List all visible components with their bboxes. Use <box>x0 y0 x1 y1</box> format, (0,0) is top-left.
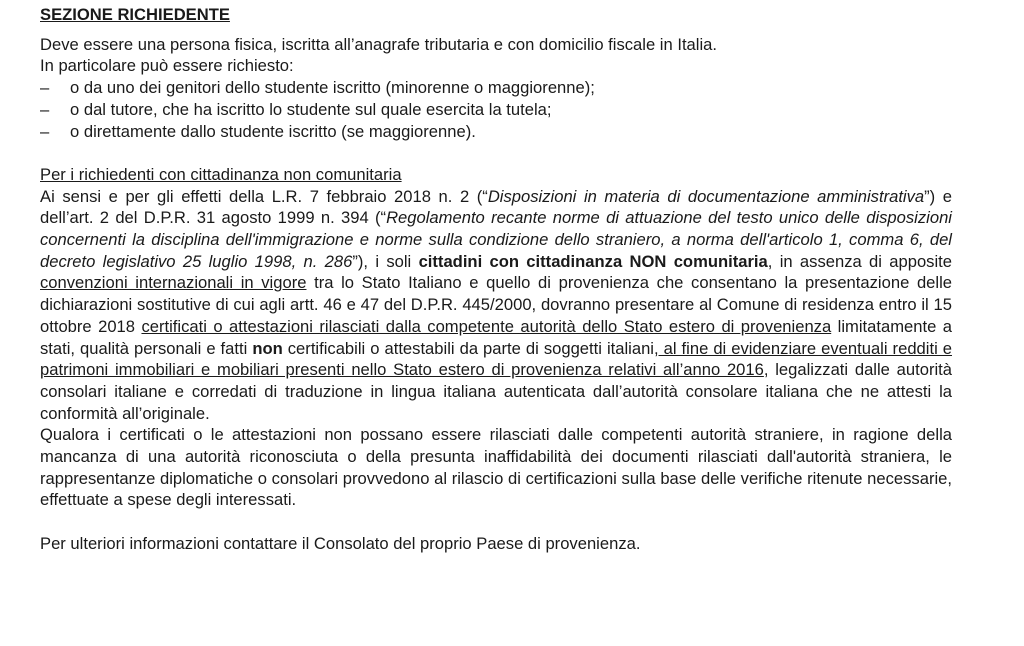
text-run: limitatamente a stati, qualità personali e fatti <box>40 316 952 358</box>
text-run: , legalizzati dalle autorità consolari italiane e corredati di traduzione in lingua italiana autenticata dall’autorità consolare italiana che ne attesti la conformità all’originale. <box>40 360 953 423</box>
list-item-text: o dal tutore, che ha iscritto lo studente sul quale esercita la tutela; <box>70 99 552 119</box>
section-title: SEZIONE RICHIEDENTE <box>40 5 230 24</box>
underlined-text: , al fine di evidenziare eventuali redditi e patrimoni immobiliari e mobiliari presenti nello Stato estero di provenienza relativi all’anno 2016 <box>40 338 952 380</box>
document-page <box>40 4 952 555</box>
footer-note: Per ulteriori informazioni contattare il Consolato del proprio Paese di provenienza. <box>40 533 641 553</box>
italic-citation: Regolamento recante norme di attuazione del testo unico delle disposizioni concernenti la disciplina dell'immigrazione e norme sulla condizione dello straniero, a norma dell'articolo 1, comma 6, del decreto legislativo 25 luglio 1998, n. 286 <box>40 208 952 271</box>
intro-line-2: In particolare può essere richiesto: <box>40 56 294 76</box>
spacer <box>40 142 952 164</box>
intro-line-1: Deve essere una persona fisica, iscritta all’anagrafe tributaria e con domicilio fiscale in Italia. <box>40 34 717 54</box>
bold-emphasis: non <box>252 338 283 358</box>
text-run: certificabili o attestabili da parte di soggetti italiani <box>282 338 654 358</box>
list-item <box>40 121 952 143</box>
underlined-text: convenzioni internazionali in vigore <box>40 273 307 293</box>
spacer <box>40 511 952 533</box>
italic-citation: Disposizioni in materia di documentazione amministrativa <box>487 186 925 206</box>
list-item-text: o direttamente dallo studente iscritto (se maggiorenne). <box>70 121 476 141</box>
non-eu-paragraph-2: Qualora i certificati o le attestazioni non possano essere rilasciati dalle competenti autorità straniere, in ragione della mancanza di una autorità riconosciuta o della presunta inaffidabilità dei documenti rilasciati dall'autorità straniera, le rappresentanze diplomatiche o consolari provvedono al rilascio di certificazioni sulla base delle verifiche ritenute necessarie, effettuate a spese degli interessati. <box>40 425 952 510</box>
non-eu-heading-text: Per i richiedenti con cittadinanza non comunitaria <box>40 164 402 184</box>
text-run: Ai sensi e per gli effetti della L.R. 7 febbraio 2018 n. 2 (“ <box>40 186 488 206</box>
text-run: tra lo Stato Italiano e quello di provenienza che consentano la presentazione delle dichiarazioni sostitutive di cui agli artt. 46 e 47 del D.P.R. 445/2000, dovranno presentare al Comune di residenza entro il 15 ottobre 2018 <box>40 273 952 336</box>
underlined-text: certificati o attestazioni rilasciati dalla competente autorità dello Stato estero di provenienza <box>141 316 832 336</box>
list-item <box>40 99 952 121</box>
list-item-text: o da uno dei genitori dello studente iscritto (minorenne o maggiorenne); <box>70 78 595 98</box>
dash-bullet-icon: – <box>40 121 50 141</box>
requester-list <box>40 77 952 142</box>
bold-emphasis: cittadini con cittadinanza NON comunitaria <box>418 251 768 271</box>
text-run: , in assenza di apposite <box>767 251 953 271</box>
dash-bullet-icon: – <box>40 99 50 119</box>
non-eu-heading <box>40 164 952 186</box>
text-run: ”) e dell’art. 2 del D.P.R. 31 agosto 1999 n. 394 (“ <box>40 186 953 228</box>
text-run: ”), i soli <box>352 251 419 271</box>
dash-bullet-icon: – <box>40 78 50 98</box>
list-item <box>40 77 952 99</box>
non-eu-paragraph-1 <box>40 186 952 425</box>
